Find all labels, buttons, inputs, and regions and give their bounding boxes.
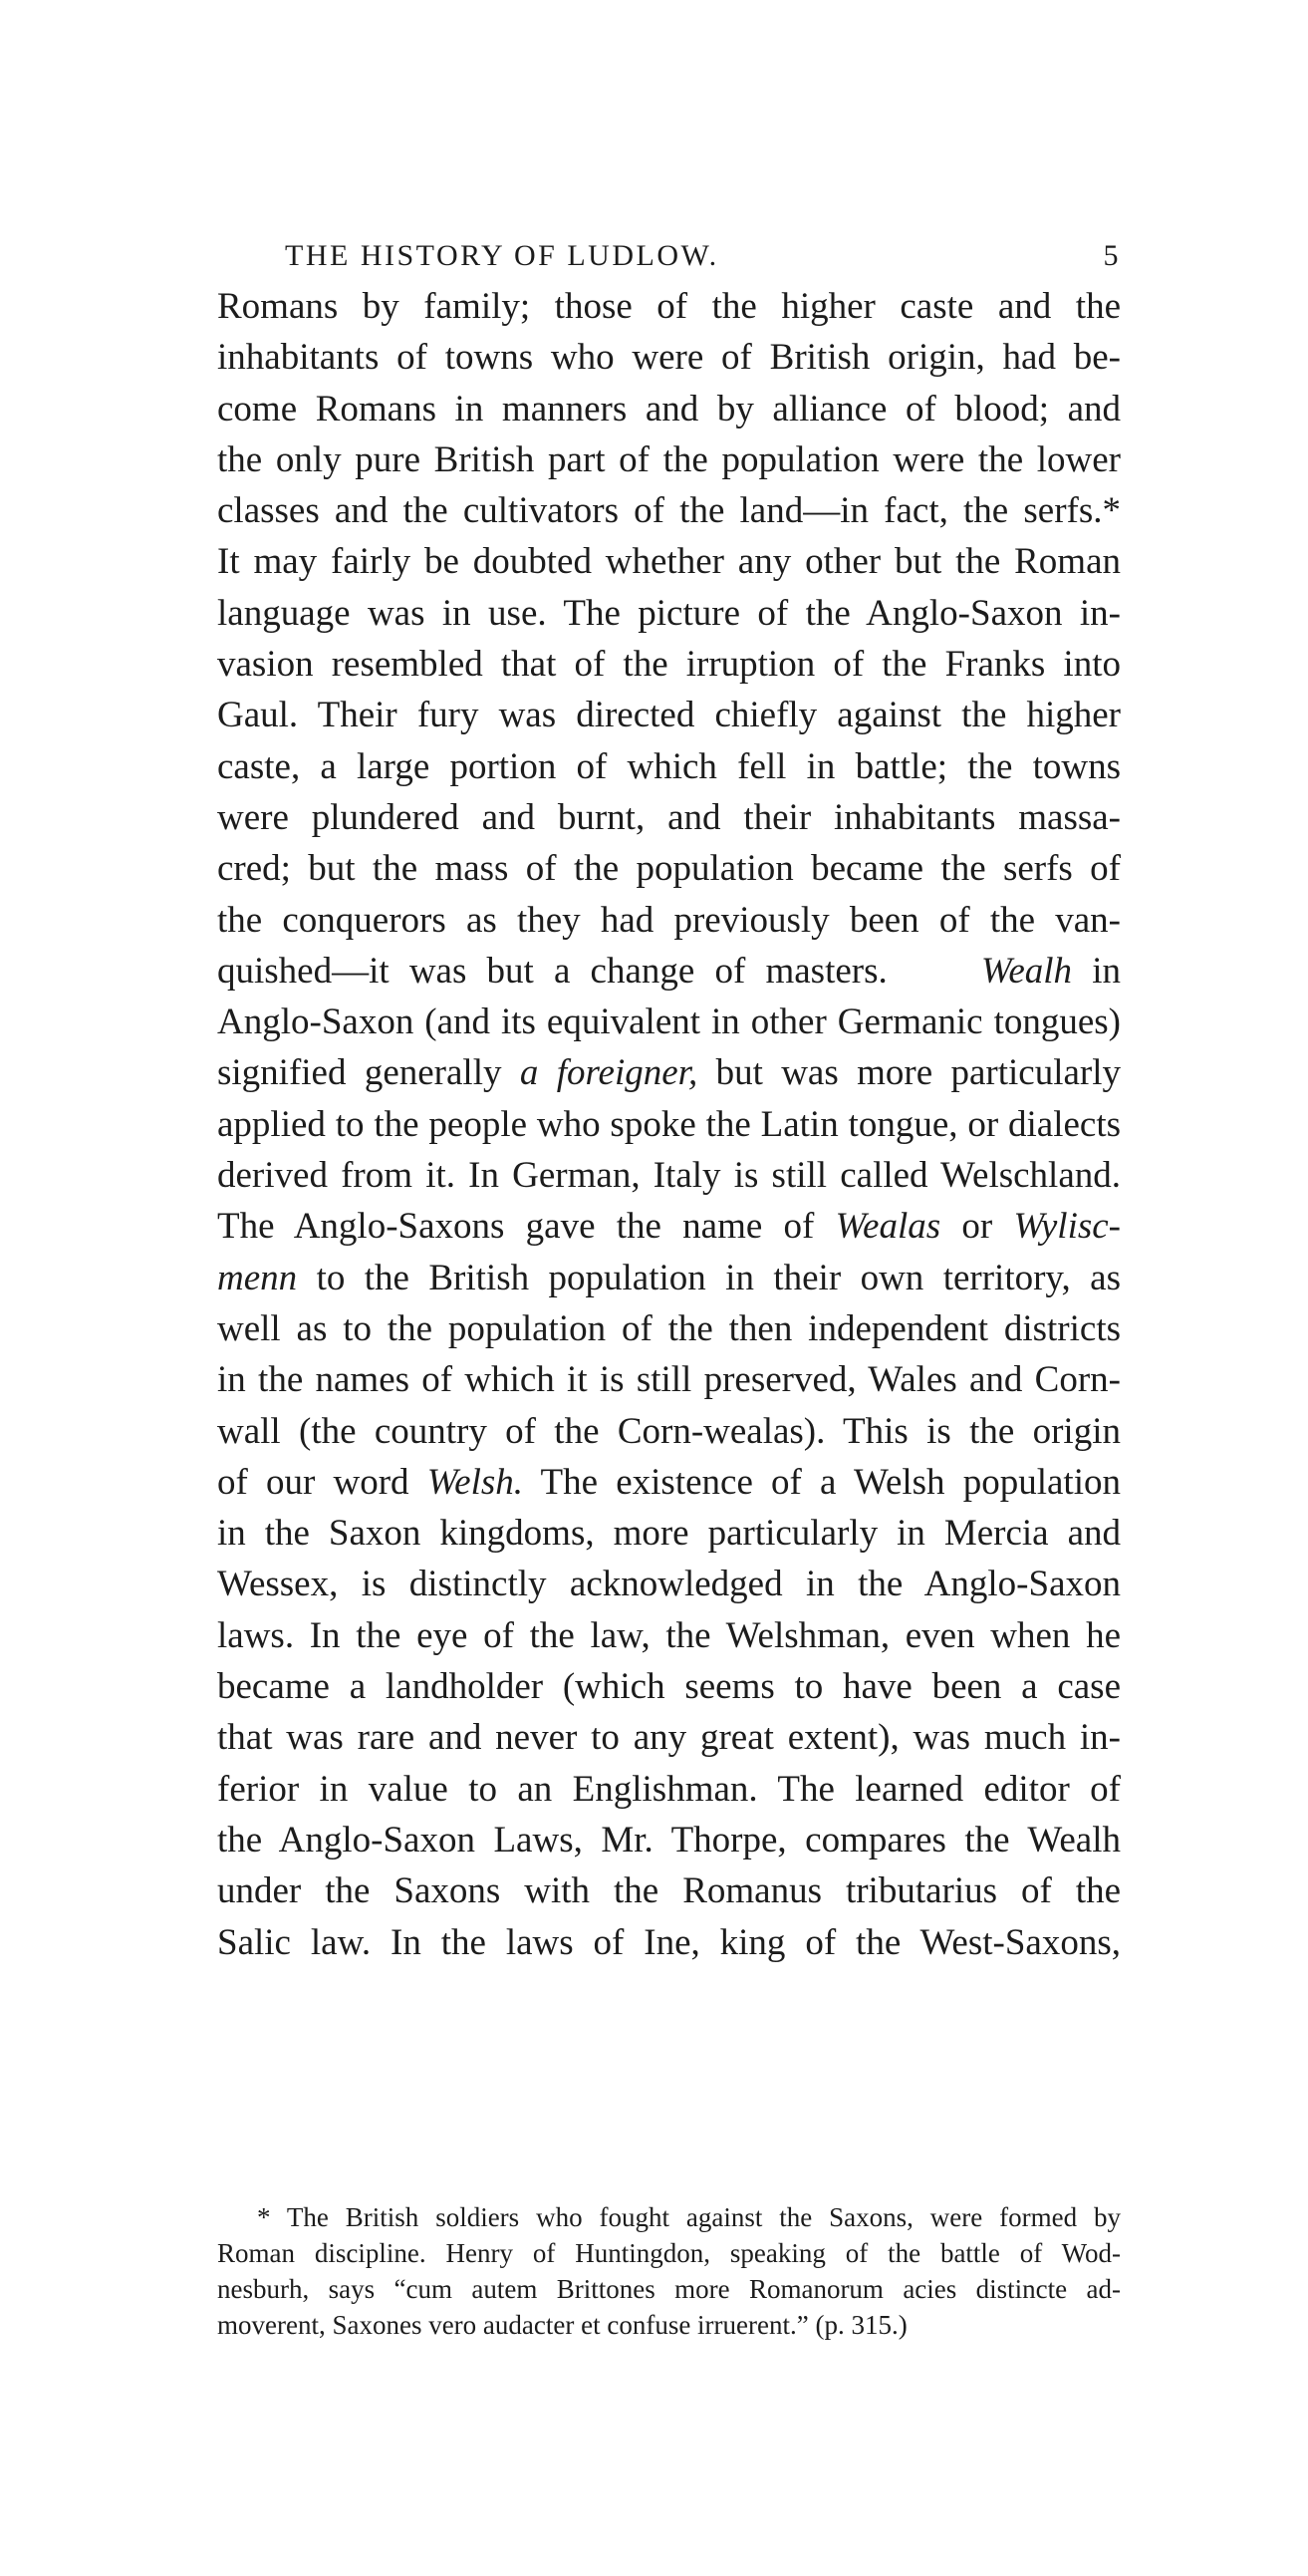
text-segment: of our word	[217, 1461, 409, 1503]
page-number: 5	[1103, 239, 1121, 272]
text-segment: quished—it was but a change of masters.	[217, 950, 888, 992]
italic-term: menn	[217, 1257, 298, 1298]
text-line: wall (the country of the Corn-wealas). This is the origin	[217, 1410, 1121, 1452]
footnote-line: moverent, Saxones vero audacter et confuse irruerent.” (p. 315.)	[217, 2310, 908, 2340]
text-line	[217, 1047, 1121, 1098]
italic-term: Welsh.	[426, 1461, 524, 1503]
text-line: that was rare and never to any great extent), was much in-	[217, 1717, 1121, 1759]
text-line: vasion resembled that of the irruption of the Franks into	[217, 644, 1121, 686]
text-line: were plundered and burnt, and their inhabitants massa-	[217, 796, 1121, 838]
text-line: ferior in value to an Englishman. The learned editor of	[217, 1768, 1121, 1810]
footnote-line: nesburh, says “cum autem Brittones more Romanorum acies distincte ad-	[217, 2274, 1121, 2304]
text-segment: The existence of a Welsh population	[540, 1461, 1121, 1503]
text-line: Anglo-Saxon (and its equivalent in other Germanic tongues)	[217, 1002, 1121, 1043]
text-line: inhabitants of towns who were of British origin, had be-	[217, 337, 1121, 379]
text-line	[217, 1457, 1121, 1508]
text-line: cred; but the mass of the population became the serfs of	[217, 848, 1121, 890]
text-line: the conquerors as they had previously been of the van-	[217, 899, 1121, 941]
footnote-line: Roman discipline. Henry of Huntingdon, speaking of the battle of Wod-	[217, 2238, 1121, 2268]
text-line: in the Saxon kingdoms, more particularly in Mercia and	[217, 1513, 1121, 1555]
text-line: derived from it. In German, Italy is still called Welschland.	[217, 1155, 1121, 1197]
text-segment: signified generally	[217, 1052, 502, 1094]
text-line: classes and the cultivators of the land—in fact, the serfs.*	[217, 490, 1121, 532]
text-line: laws. In the eye of the law, the Welshman, even when he	[217, 1614, 1121, 1656]
footnote-line: * The British soldiers who fought against the Saxons, were formed by	[257, 2202, 1121, 2232]
text-line: It may fairly be doubted whether any other but the Roman	[217, 541, 1121, 583]
text-line: under the Saxons with the Romanus tributarius of the	[217, 1870, 1121, 1912]
text-line: applied to the people who spoke the Latin tongue, or dialects	[217, 1103, 1121, 1145]
text-segment: in	[1092, 950, 1122, 992]
text-line: language was in use. The picture of the Anglo-Saxon in-	[217, 592, 1121, 634]
italic-term: Wealas	[835, 1206, 941, 1248]
text-segment: The Anglo-Saxons gave the name of	[217, 1206, 815, 1248]
text-line: caste, a large portion of which fell in battle; the towns	[217, 745, 1121, 787]
italic-term: a foreigner,	[519, 1052, 698, 1094]
text-line: Gaul. Their fury was directed chiefly against the higher	[217, 695, 1121, 736]
page-header	[217, 239, 1121, 275]
text-line	[217, 1201, 1121, 1252]
text-line: Wessex, is distinctly acknowledged in the Anglo-Saxon	[217, 1564, 1121, 1605]
text-line: in the names of which it is still preserved, Wales and Corn-	[217, 1359, 1121, 1401]
text-line	[217, 946, 1121, 997]
text-line: the Anglo-Saxon Laws, Mr. Thorpe, compares the Wealh	[217, 1819, 1121, 1860]
italic-term: Wylisc-	[1013, 1206, 1121, 1248]
text-segment: but was more particularly	[715, 1052, 1122, 1094]
text-segment: to the British population in their own territory, as	[316, 1257, 1121, 1298]
text-segment: or	[961, 1206, 993, 1248]
running-head: THE HISTORY OF LUDLOW.	[285, 239, 719, 272]
text-line: well as to the population of the then independent districts	[217, 1307, 1121, 1349]
italic-term: Wealh	[980, 950, 1073, 992]
text-line: Romans by family; those of the higher caste and the	[217, 286, 1121, 327]
text-line: became a landholder (which seems to have been a case	[217, 1666, 1121, 1708]
footnote	[217, 2199, 1121, 2343]
body-text	[217, 281, 1121, 1968]
text-line	[217, 1253, 1121, 1303]
text-line: come Romans in manners and by alliance of blood; and	[217, 388, 1121, 429]
text-line: Salic law. In the laws of Ine, king of the West-Saxons,	[217, 1921, 1121, 1963]
text-line: the only pure British part of the population were the lower	[217, 438, 1121, 480]
